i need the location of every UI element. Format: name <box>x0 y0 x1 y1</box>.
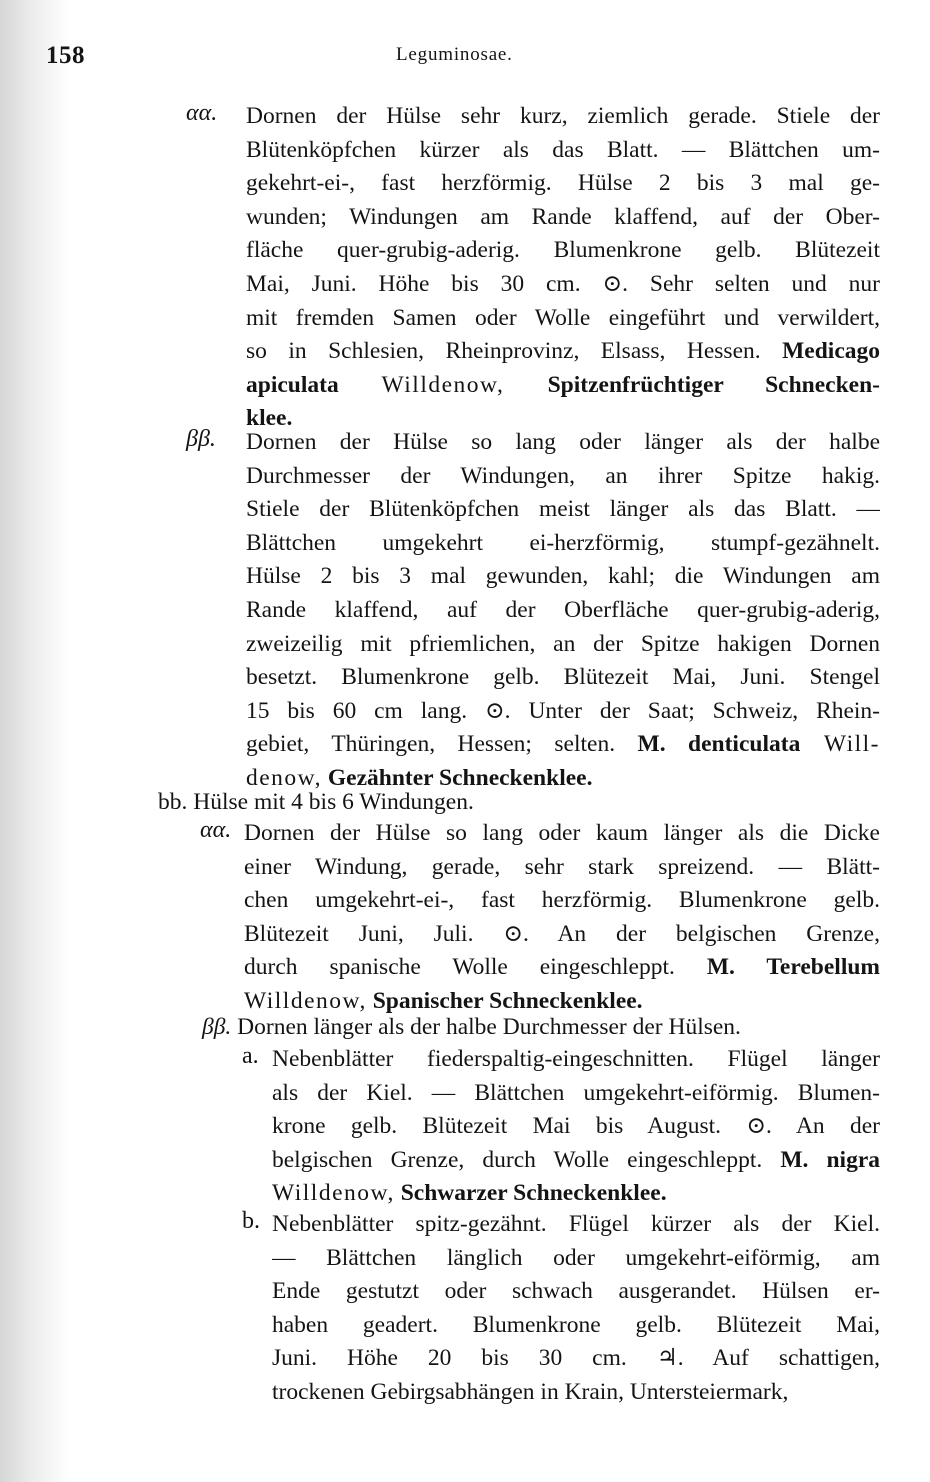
text-line <box>246 728 880 762</box>
text-run: 15 bis 60 cm lang. ⊙. Unter der Saat; Schweiz, Rhein- <box>246 697 880 724</box>
entry-marker: αα. <box>200 817 232 843</box>
text-line <box>246 234 880 268</box>
text-run: chen umgekehrt-ei-, fast herzförmig. Blumenkrone gelb. <box>244 887 880 914</box>
text-line <box>246 628 880 662</box>
text-run: belgischen Grenze, durch Wolle eingeschleppt. <box>272 1146 781 1173</box>
text-line <box>272 1242 880 1276</box>
text-run: Juni. Höhe 20 bis 30 cm. ♃. Auf schattigen, <box>272 1345 880 1372</box>
text-run: Mai, Juni. Höhe bis 30 cm. ⊙. Sehr selten und nur <box>246 270 880 297</box>
text-line <box>272 1110 880 1144</box>
bold-text: klee. <box>246 405 293 432</box>
text-run: Nebenblätter fiederspaltig-eingeschnitten. Flügel länger <box>272 1046 880 1072</box>
running-title: Leguminosae. <box>396 44 513 65</box>
text-run: durch spanische Wolle eingeschleppt. <box>244 954 707 981</box>
text-run: Hülse 2 bis 3 mal gewunden, kahl; die Windungen am <box>246 563 880 590</box>
bold-text: Spanischer Schneckenklee. <box>372 987 643 1014</box>
text-run: einer Windung, gerade, sehr stark spreizend. — Blätt- <box>244 853 880 880</box>
text-line <box>246 335 880 369</box>
entry-text <box>246 100 880 436</box>
bold-text: Gezähnter Schneckenklee. <box>327 764 593 791</box>
entry-medicago-denticulata <box>186 426 880 796</box>
entry-text <box>272 1043 880 1211</box>
text-line <box>246 560 880 594</box>
text-run: trockenen Gebirgsabhängen in Krain, Untersteiermark, <box>272 1378 789 1405</box>
text-line <box>272 1177 880 1211</box>
text-run: Will- <box>800 731 880 758</box>
text-run: Blütenköpfchen kürzer als das Blatt. — Blättchen um- <box>246 136 880 163</box>
text-line <box>272 1309 880 1343</box>
text-run: Stiele der Blütenköpfchen meist länger als das Blatt. — <box>246 496 880 523</box>
text-run: Willdenow, <box>272 1180 395 1207</box>
entry-medicago-apiculata <box>186 100 880 436</box>
text-run: Dornen der Hülse so lang oder länger als der halbe <box>246 429 880 455</box>
text-run: krone gelb. Blütezeit Mai bis August. ⊙. An der <box>272 1113 880 1140</box>
text-run: Blütezeit Juni, Juli. ⊙. An der belgischen Grenze, <box>244 920 880 947</box>
text-line <box>272 1208 880 1242</box>
bold-text: apiculata <box>246 371 339 398</box>
text-run: so in Schlesien, Rheinprovinz, Elsass, Hessen. <box>246 338 783 365</box>
entry-b <box>242 1208 880 1410</box>
text-line <box>246 100 880 134</box>
text-line <box>246 134 880 168</box>
text-run: Dornen der Hülse sehr kurz, ziemlich gerade. Stiele der <box>246 103 880 129</box>
text-line <box>272 1342 880 1376</box>
text-line <box>246 594 880 628</box>
text-run: Durchmesser der Windungen, an ihrer Spitze hakig. <box>246 462 880 489</box>
text-line <box>272 1376 880 1410</box>
subheading-beta <box>202 1014 741 1041</box>
text-run: mit fremden Samen oder Wolle eingeführt und verwildert, <box>246 304 880 331</box>
entry-text <box>272 1208 880 1410</box>
text-run: wunden; Windungen am Rande klaffend, auf der Ober- <box>246 203 880 230</box>
page-shadow <box>0 0 70 1482</box>
text-run: gebiet, Thüringen, Hessen; selten. <box>246 731 638 758</box>
text-line <box>246 460 880 494</box>
text-line <box>246 369 880 403</box>
text-line <box>244 851 880 885</box>
text-line <box>272 1043 880 1077</box>
entry-marker: αα. <box>186 100 218 126</box>
text-line <box>246 661 880 695</box>
text-line <box>244 817 880 851</box>
text-line <box>244 884 880 918</box>
text-line <box>246 493 880 527</box>
text-run: denow, <box>246 764 323 791</box>
entry-marker: b. <box>242 1208 260 1234</box>
text-run: Nebenblätter spitz-gezähnt. Flügel kürzer als der Kiel. <box>272 1211 880 1237</box>
text-line <box>246 695 880 729</box>
text-line <box>246 167 880 201</box>
text-line <box>246 268 880 302</box>
entry-text <box>246 426 880 796</box>
text-line <box>246 302 880 336</box>
text-run: Willdenow, <box>338 371 548 398</box>
text-run: zweizeilig mit pfriemlichen, an der Spitze hakigen Dornen <box>246 630 880 657</box>
text-run: Rande klaffend, auf der Oberfläche quer-grubig-aderig, <box>246 596 880 623</box>
text-line <box>272 1275 880 1309</box>
bold-text: Schwarzer Schneckenklee. <box>400 1180 667 1207</box>
bold-text: M. denticulata <box>637 731 801 758</box>
text-run: — Blättchen länglich oder umgekehrt-eiförmig, am <box>272 1244 880 1271</box>
entry-marker: a. <box>242 1043 259 1069</box>
subheading-marker: ββ. <box>202 1014 232 1040</box>
text-run: haben geadert. Blumenkrone gelb. Blütezeit Mai, <box>272 1311 880 1338</box>
bold-text: Medicago <box>782 338 880 365</box>
text-run: Blättchen umgekehrt ei-herzförmig, stumpf-gezähnelt. <box>246 529 880 556</box>
bold-text: M. Terebellum <box>706 954 880 981</box>
entry-marker: ββ. <box>186 426 216 452</box>
subheading-text: Dornen länger als der halbe Durchmesser der Hülsen. <box>237 1014 741 1040</box>
subheading-text: Hülse mit 4 bis 6 Windungen. <box>193 789 474 815</box>
entry-text <box>244 817 880 1019</box>
entry-medicago-terebellum <box>200 817 880 1019</box>
subheading-bb <box>158 789 474 816</box>
subheading-marker: bb. <box>158 789 188 815</box>
bold-text: M. nigra <box>780 1146 880 1173</box>
text-run: Dornen der Hülse so lang oder kaum länger als die Dicke <box>244 820 880 846</box>
bold-text: Spitzenfrüchtiger Schnecken- <box>547 371 880 398</box>
text-run: als der Kiel. — Blättchen umgekehrt-eiförmig. Blumen- <box>272 1079 880 1106</box>
text-run: Ende gestutzt oder schwach ausgerandet. Hülsen er- <box>272 1278 880 1305</box>
text-run: gekehrt-ei-, fast herzförmig. Hülse 2 bis 3 mal ge- <box>246 170 880 197</box>
page-number: 158 <box>46 42 85 69</box>
text-line <box>246 426 880 460</box>
text-line <box>246 201 880 235</box>
entry-medicago-nigra <box>242 1043 880 1211</box>
text-line <box>272 1077 880 1111</box>
text-line <box>244 918 880 952</box>
text-run: Willdenow, <box>244 987 367 1014</box>
text-run: besetzt. Blumenkrone gelb. Blütezeit Mai, Juni. Stengel <box>246 664 880 691</box>
text-line <box>272 1144 880 1178</box>
text-line <box>246 527 880 561</box>
text-run: fläche quer-grubig-aderig. Blumenkrone gelb. Blütezeit <box>246 237 880 264</box>
text-line <box>244 951 880 985</box>
